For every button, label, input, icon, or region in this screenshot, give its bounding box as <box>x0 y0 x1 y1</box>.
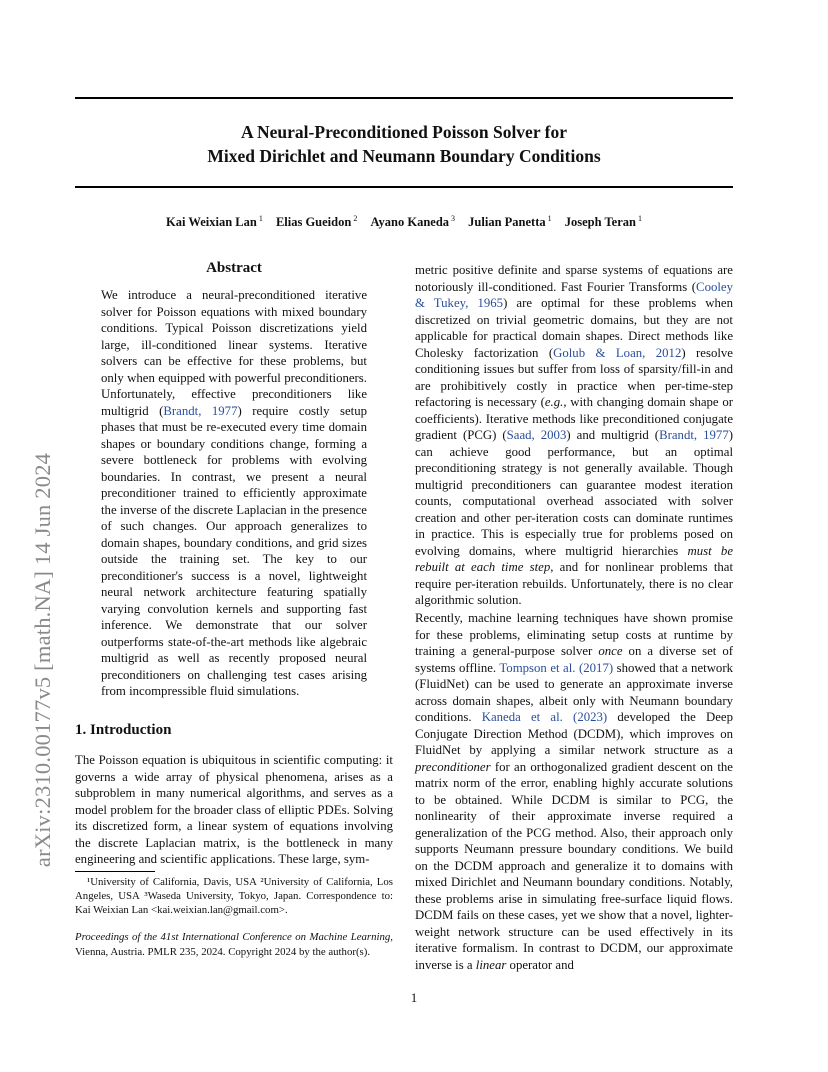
author: Joseph Teran $^1$ <box>564 214 642 230</box>
title-line-2: Mixed Dirichlet and Neumann Boundary Conditions <box>207 146 601 166</box>
title-rule-bottom <box>75 186 733 188</box>
author-list <box>75 214 733 230</box>
proceedings-note: Proceedings of the 41st International Conference on Machine Learning, Vienna, Austria. PMLR 235, 2024. Copyright 2024 by the author(s). <box>75 931 393 958</box>
affiliation-footnote: ¹University of California, Davis, USA ²University of California, Los Angeles, USA ³Waseda University, Tokyo, Japan. Correspondence to: Kai Weixian Lan <kai.weixian.lan@gmail.com>. <box>75 876 393 916</box>
right-column-paragraph-2: Recently, machine learning techniques have shown promise for these problems, eliminating setup costs at runtime by training a general-purpose solver once on a diverse set of systems offline. Tompson et al. (2017) showed that a network (FluidNet) can be used to generate an approximate inverse across domain shapes, albeit only with Neumann boundary conditions. Kaneda et al. (2023) developed the Deep Conjugate Direction Method (DCDM), which improves on FluidNet by applying a similar network structure as a preconditioner for an orthogonalized gradient descent on the matrix norm of the error, enabling highly accurate solutions to be obtained. While DCDM is similar to PCG, the nonlinearity of their approximate inverse required a generalization of the PCG method. Also, their approach only supports Neumann pressure boundary conditions. We build on the DCDM approach and generalize it to domains with mixed Dirichlet and Neumann boundary conditions. Notably, these problems arise in simulating free-surface liquid flows. DCDM fails on these cases, yet we show that a novel, lighter-weight network structure can be used effectively in its iterative formalism. In contrast to DCDM, our approximate inverse is a linear operator and <box>415 611 734 972</box>
citation-link[interactable]: Golub & Loan, 2012 <box>553 345 682 360</box>
citation-link[interactable]: Brandt, 1977 <box>163 403 238 418</box>
author: Julian Panetta $^1$ <box>468 214 552 230</box>
author: Ayano Kaneda $^3$ <box>370 214 456 230</box>
citation-link[interactable]: Brandt, 1977 <box>659 428 729 442</box>
author: Kai Weixian Lan $^1$ <box>166 214 263 230</box>
citation-link[interactable]: Cooley & Tukey, 1965 <box>415 279 733 310</box>
section-heading-introduction: 1. Introduction <box>75 722 172 738</box>
citation-link[interactable]: Kaneda et al. (2023) <box>481 710 608 724</box>
right-column-paragraph-1: metric positive definite and sparse systems of equations are notoriously ill-conditioned. Fast Fourier Transforms (Cooley & Tukey, 1965) are optimal for these problems when discretized on trivial geometric domains, but they are not applicable for practical domain shapes. Direct methods like Cholesky factorization (Golub & Loan, 2012) resolve conditioning issues but suffer from loss of sparsity/fill-in and are prohibitively costly in practice when per-time-step refactoring is necessary (e.g., with changing domain shape or coefficients). Iterative methods like preconditioned conjugate gradient (PCG) (Saad, 2003) and multigrid (Brandt, 1977) can achieve good performance, but an optimal preconditioning strategy is not generally available. Though multigrid preconditioners can guarantee modest iteration counts, computational overhead associated with solver creation and other per-iteration costs can dominate runtimes in practice. This is especially true for problems posed on evolving domains, where multigrid hierarchies must be rebuilt at each time step, and for nonlinear problems that require per-iteration rebuilds. Unfortunately, there is no clear algorithmic solution. <box>415 263 734 607</box>
paper-title <box>75 120 733 168</box>
arxiv-identifier: arXiv:2310.00177v5 [math.NA] 14 Jun 2024 <box>30 452 55 868</box>
abstract-heading: Abstract <box>206 260 262 276</box>
footnote-rule <box>75 871 155 872</box>
title-rule-top <box>75 97 733 99</box>
author: Elias Gueidon $^2$ <box>275 214 358 230</box>
introduction-body: The Poisson equation is ubiquitous in scientific computing: it governs a wide array of physical phenomena, arises as a subproblem in many numerical algorithms, and serves as a model problem for the broader class of elliptic PDEs. Solving its discretized form, a linear system of equations involving the discrete Laplacian matrix, is the bottleneck in many engineering and scientific applications. These large, sym- <box>75 753 393 866</box>
citation-link[interactable]: Tompson et al. (2017) <box>499 660 614 675</box>
abstract-body: We introduce a neural-preconditioned iterative solver for Poisson equations with mixed boundary conditions. Typical Poisson discretizations yield large, ill-conditioned linear systems. Iterative solvers can be effective for these problems, but only when equipped with powerful preconditioners. Unfortunately, effective preconditioners like multigrid (Brandt, 1977) require costly setup phases that must be re-executed every time domain shapes or boundary conditions change, forming a severe bottleneck for problems with evolving boundaries. In contrast, we present a neural preconditioner trained to efficiently approximate the inverse of the discrete Laplacian in the presence of such changes. Our approach generalizes to domain shapes, boundary conditions, and grid sizes outside the training set. The key to our preconditioner's success is a novel, lightweight neural network architecture featuring spatially varying convolution kernels and supporting fast inference. We demonstrate that our solver outperforms state-of-the-art methods like algebraic multigrid as well as recently proposed neural preconditioners on challenging test cases arising from incompressible fluid simulations. <box>101 288 367 698</box>
page-number: 1 <box>410 990 418 1005</box>
citation-link[interactable]: Saad, 2003 <box>506 428 567 442</box>
title-line-1: A Neural-Preconditioned Poisson Solver for <box>240 122 567 142</box>
